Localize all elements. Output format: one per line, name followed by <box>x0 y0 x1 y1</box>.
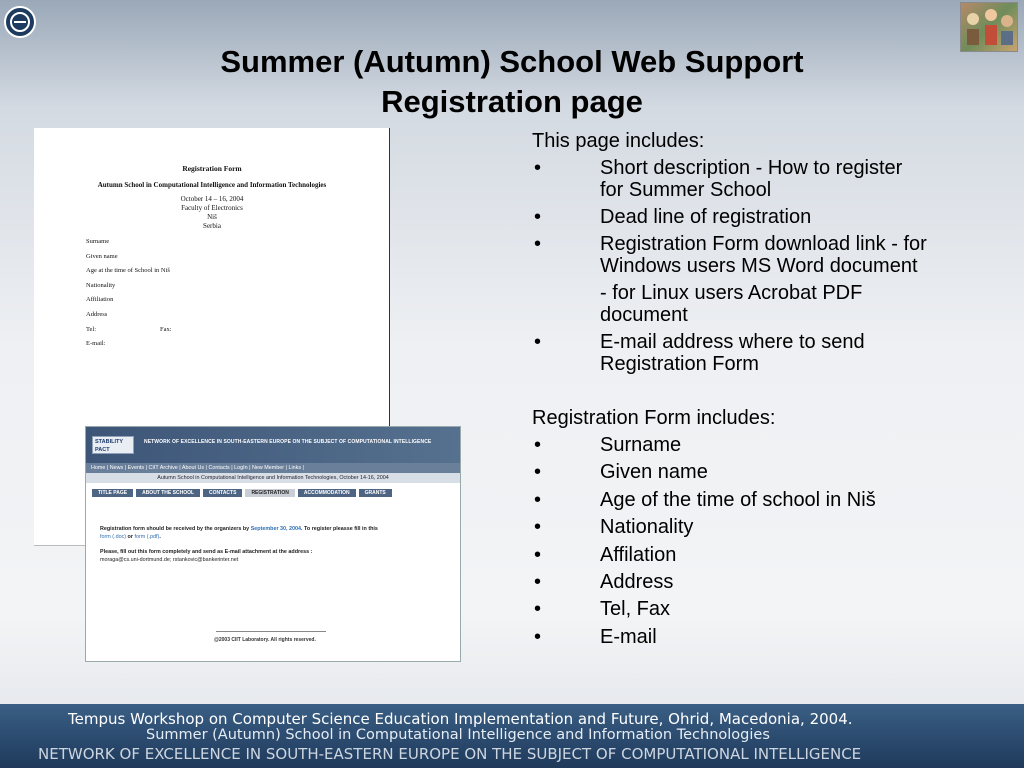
list-item-text: Nationality <box>600 516 694 539</box>
doc-faculty: Faculty of Electronics <box>181 204 243 212</box>
list-item-text: E-mail <box>600 625 657 648</box>
bullet-icon: • <box>534 434 542 456</box>
body-line-3 <box>100 548 460 556</box>
website-network-title: NETWORK OF EXCELLENCE IN SOUTH-EASTERN EUROPE ON THE SUBJECT OF COMPUTATIONAL INTELLIGENCE <box>144 439 432 445</box>
list-sub-line: - for Linux users Acrobat PDF document <box>600 282 863 326</box>
form-fields-list <box>532 434 952 648</box>
form-pdf-link[interactable]: form (.pdf) <box>134 534 160 540</box>
deadline-text: Registration form should be received by the organizers by <box>100 526 251 532</box>
list-item-text: Affilation <box>600 543 677 566</box>
instructions-text: Please, fill out this form completely and send as E-mail attachment at the address : <box>100 549 313 555</box>
doc-title: Registration Form <box>182 164 242 173</box>
bullet-icon: • <box>534 570 542 593</box>
website-body <box>86 497 460 564</box>
doc-country: Serbia <box>203 222 221 230</box>
website-screenshot <box>85 426 461 662</box>
tab-grants[interactable]: GRANTS <box>359 489 392 497</box>
bullet-icon: • <box>534 598 542 621</box>
slide-footer-band <box>0 704 1024 768</box>
bullet-icon: • <box>534 206 542 228</box>
doc-subtitle: Autumn School in Computational Intelligence and Information Technologies <box>97 181 327 189</box>
list-item-text: Tel, Fax <box>600 598 671 621</box>
doc-field: Given name <box>86 252 118 260</box>
or-text: or <box>126 534 135 540</box>
doc-field: Surname <box>86 238 110 245</box>
list-item <box>532 516 952 538</box>
list-item <box>532 571 952 593</box>
footer-line-1: Tempus Workshop on Computer Science Education Implementation and Future, Ohrid, Macedonia, 2004. <box>68 710 853 728</box>
bullet-icon: • <box>534 233 542 255</box>
doc-field: Age at the time of School in Niš <box>86 267 170 275</box>
slide-title <box>0 42 1024 122</box>
bullet-icon: • <box>534 488 542 511</box>
bullet-icon: • <box>534 461 542 484</box>
list-item <box>532 598 952 620</box>
website-footer: @2003 CIIT Laboratory. All rights reserved. <box>214 637 316 643</box>
list-item <box>532 331 952 375</box>
tab-title-page[interactable]: TITLE PAGE <box>92 489 133 497</box>
footer-line-3: NETWORK OF EXCELLENCE IN SOUTH-EASTERN EUROPE ON THE SUBJECT OF COMPUTATIONAL INTELLIGENCE <box>38 745 862 763</box>
form-doc-link[interactable]: form (.doc) <box>100 534 127 540</box>
list-item-text: Given name <box>600 461 708 484</box>
doc-info <box>34 195 390 231</box>
deadline-date: September 30, 2004 <box>250 526 302 532</box>
deadline-text-end: . To register pleasse fill in this <box>301 526 378 532</box>
list-item-text: Age of the time of school in Niš <box>600 488 876 511</box>
right-text-column <box>532 130 952 653</box>
list-item <box>532 461 952 483</box>
body-line-1 <box>100 525 460 533</box>
tab-contacts[interactable]: CONTACTS <box>203 489 242 497</box>
list-item-text: Short description - How to register for Summer School <box>600 157 903 201</box>
heading-page-includes: This page includes: <box>532 130 705 152</box>
bullet-icon: • <box>534 331 542 353</box>
list-item-text: Address <box>600 570 674 593</box>
list-item <box>532 626 952 648</box>
list-item <box>532 544 952 566</box>
website-subtitle: Autumn School in Computational Intelligence and Information Technologies, October 14-16, 2004 <box>86 473 460 483</box>
period-text: . <box>159 534 161 540</box>
website-tabs <box>86 483 460 497</box>
list-item <box>532 489 952 511</box>
doc-field-tel <box>86 326 172 341</box>
slide-title-line1: Summer (Autumn) School Web Support <box>220 44 804 79</box>
bullet-icon: • <box>534 543 542 566</box>
slide-title-line2: Registration page <box>381 84 643 119</box>
list-item <box>532 157 952 201</box>
list-item <box>532 206 952 228</box>
list-item-text: Dead line of registration <box>600 206 812 228</box>
doc-fax-label: Fax: <box>160 325 172 333</box>
doc-field: E-mail: <box>86 340 106 348</box>
doc-field: Address <box>86 310 108 318</box>
doc-field: Nationality <box>86 281 116 289</box>
website-footer-divider <box>216 631 326 632</box>
doc-tel-label: Tel: <box>86 325 97 333</box>
tab-about-the-school[interactable]: ABOUT THE SCHOOL <box>136 489 200 497</box>
list-item <box>532 233 952 277</box>
heading-form-includes: Registration Form includes: <box>532 407 776 429</box>
body-line-2 <box>100 533 460 541</box>
footer-line-2: Summer (Autumn) School in Computational Intelligence and Information Technologies <box>146 727 770 743</box>
doc-field: Affiliation <box>86 296 114 304</box>
website-nav-links[interactable]: Home | News | Events | CIIT Archive | About Us | Contacts | LogIn | New Member | Links | <box>86 463 460 473</box>
list-item <box>532 434 952 456</box>
bullet-icon: • <box>534 625 542 648</box>
doc-city: Niš <box>207 213 217 221</box>
list-item-text: E-mail address where to send Registration Form <box>600 331 865 375</box>
email-addresses[interactable]: moraga@cs.uni-dortmund.de; rstankovic@bankerinter.net <box>100 557 239 563</box>
list-item-text: Surname <box>600 434 682 456</box>
list-item-text: Registration Form download link - for Windows users MS Word document <box>600 233 927 277</box>
website-header <box>86 427 460 463</box>
tab-accommodation[interactable]: ACCOMMODATION <box>298 489 356 497</box>
bullet-icon: • <box>534 516 542 539</box>
doc-date: October 14 – 16, 2004 <box>180 195 244 203</box>
top-left-logo-icon <box>4 6 36 38</box>
tab-registration[interactable]: REGISTRATION <box>245 489 294 497</box>
bullet-icon: • <box>534 157 542 179</box>
doc-fields <box>86 238 172 355</box>
stability-pact-logo: STABILITY PACT <box>92 436 134 454</box>
